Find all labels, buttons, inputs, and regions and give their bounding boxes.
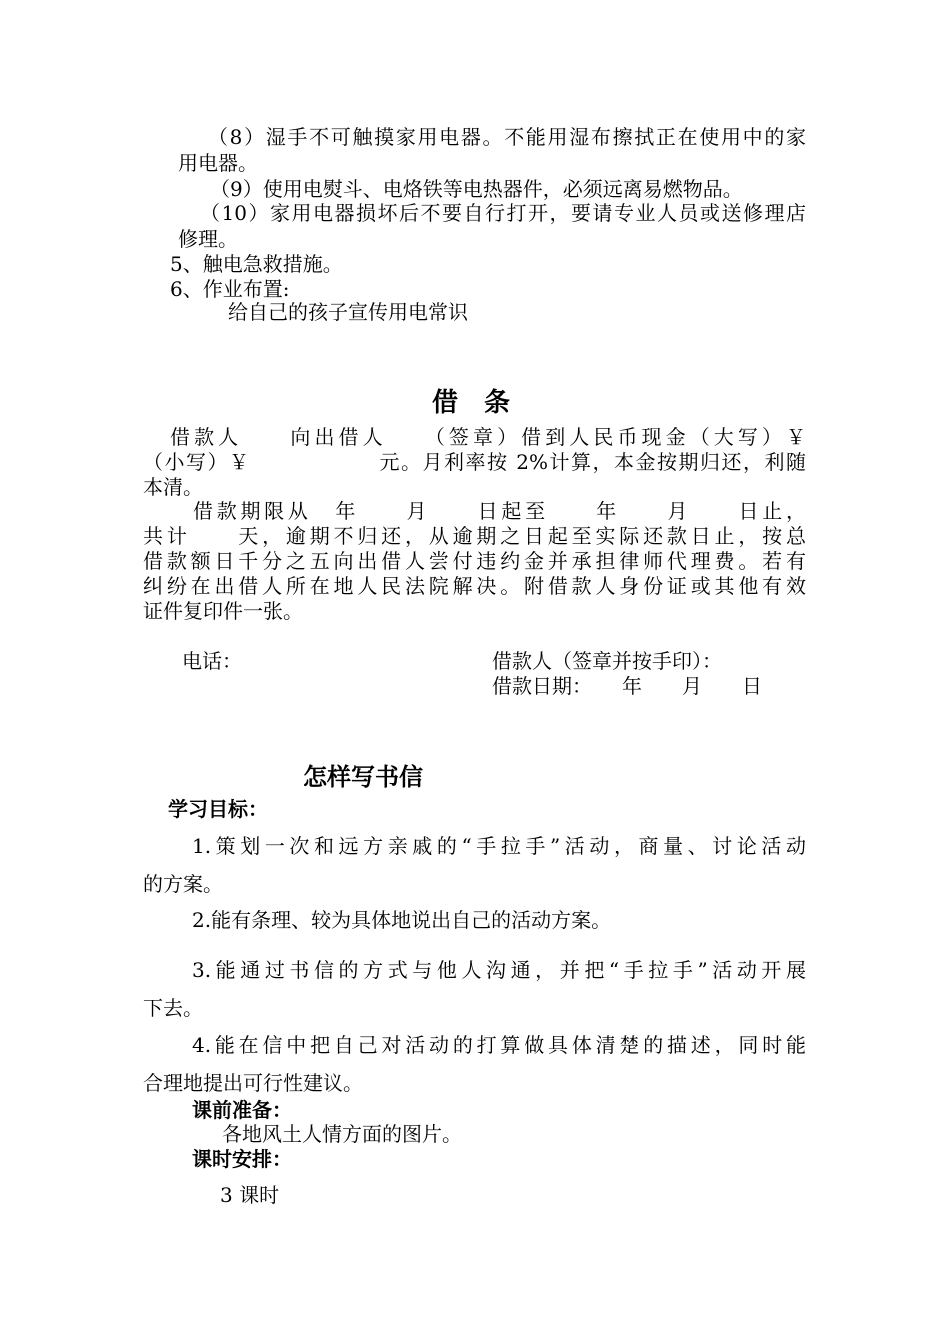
goal-4-line2: 合理地提出可行性建议。 xyxy=(143,1071,363,1095)
prep-text: 各地风土人情方面的图片。 xyxy=(222,1122,462,1146)
safety-item-10-line2: 修理。 xyxy=(178,227,238,251)
iou-para1-line3: 本清。 xyxy=(143,475,203,499)
safety-item-8-line2: 用电器。 xyxy=(178,151,258,175)
homework-heading: 6、作业布置: xyxy=(170,277,290,301)
goal-1-line1: 1.策划一次和远方亲戚的“手拉手”活动，商量、讨论活动 xyxy=(192,834,806,858)
goal-3-line1: 3.能通过书信的方式与他人沟通，并把“手拉手”活动开展 xyxy=(192,958,806,982)
iou-para2-line2: 共计 天，逾期不归还，从逾期之日起至实际还款日止，按总 xyxy=(143,524,806,548)
iou-para2-line1: 借款期限从 年 月 日起至 年 月 日止， xyxy=(193,499,806,523)
goals-heading: 学习目标： xyxy=(168,797,268,821)
first-aid-item: 5、触电急救措施。 xyxy=(170,252,343,276)
letter-title: 怎样写书信 xyxy=(303,762,423,791)
homework-text: 给自己的孩子宣传用电常识 xyxy=(228,300,468,324)
iou-phone-label: 电话： xyxy=(182,649,242,673)
iou-date-label: 借款日期： 年 月 日 xyxy=(492,674,762,698)
safety-item-9: （9）使用电熨斗、电烙铁等电热器件，必须远离易燃物品。 xyxy=(210,177,743,201)
goal-4-line1: 4.能在信中把自己对活动的打算做具体清楚的描述，同时能 xyxy=(192,1033,806,1057)
goal-3-line2: 下去。 xyxy=(143,996,203,1020)
safety-item-10-line1: （10）家用电器损坏后不要自行打开，要请专业人员或送修理店 xyxy=(200,201,806,225)
goal-1-line2: 的方案。 xyxy=(143,872,223,896)
safety-item-8-line1: （8）湿手不可触摸家用电器。不能用湿布擦拭正在使用中的家 xyxy=(208,125,806,149)
iou-para1-line2: （小写）￥ 元。月利率按 2%计算，本金按期归还，利随 xyxy=(143,450,806,474)
iou-para1-line1: 借款人 向出借人 （签章）借到人民币现金（大写）￥ xyxy=(170,425,806,449)
goal-2: 2.能有条理、较为具体地说出自己的活动方案。 xyxy=(192,908,612,932)
schedule-text: 3 课时 xyxy=(220,1183,280,1207)
iou-para2-line4: 纠纷在出借人所在地人民法院解决。附借款人身份证或其他有效 xyxy=(143,574,806,598)
iou-title: 借条 xyxy=(432,388,537,418)
prep-heading: 课前准备： xyxy=(192,1098,292,1122)
schedule-heading: 课时安排： xyxy=(192,1147,292,1171)
iou-para2-line5: 证件复印件一张。 xyxy=(143,599,303,623)
iou-borrower-label: 借款人（签章并按手印）： xyxy=(492,649,722,673)
iou-para2-line3: 借款额日千分之五向出借人尝付违约金并承担律师代理费。若有 xyxy=(143,549,806,573)
